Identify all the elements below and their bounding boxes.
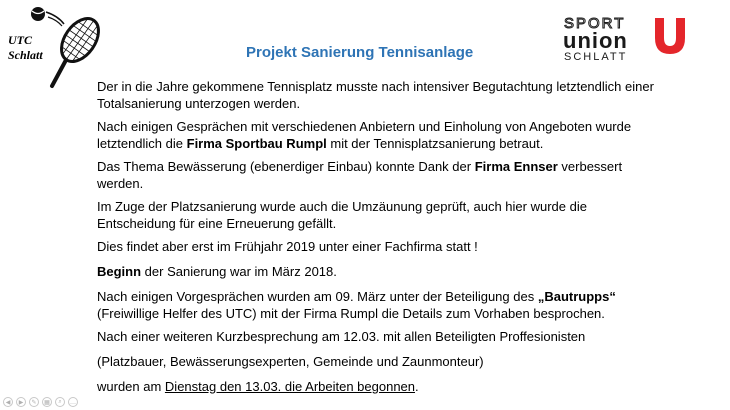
sportunion-u-icon xyxy=(653,16,687,56)
paragraph-8: Nach einer weiteren Kurzbesprechung am 12.03. mit allen Beteiligten Proffesionisten xyxy=(97,329,586,344)
bold-beginn: Beginn xyxy=(97,264,142,279)
utc-logo xyxy=(2,2,102,92)
more-icon[interactable]: … xyxy=(70,398,76,406)
sportunion-union-text: union xyxy=(563,28,628,53)
underlined-date: Dienstag den 13.03. die Arbeiten begonnen xyxy=(164,379,416,394)
paragraph-10: wurden am Dienstag den 13.03. die Arbeiten begonnen. xyxy=(97,379,419,394)
paragraph-1: Der in die Jahre gekommene Tennisplatz musste nach intensiver Begutachtung letztendlich einer Totalsanierung unterzogen werden. xyxy=(97,79,654,111)
body-text xyxy=(97,78,657,403)
sportunion-sport-text: SPORT xyxy=(564,15,626,32)
utc-logo-line2: Schlatt xyxy=(8,48,43,62)
prev-icon[interactable]: ◀ xyxy=(3,397,13,407)
paragraph-4: Im Zuge der Platzsanierung wurde auch die Umzäunung geprüft, auch hier wurde die Entscheidung für eine Erneuerung gefällt. xyxy=(97,199,587,231)
paragraph-9: (Platzbauer, Bewässerungsexperten, Gemeinde und Zaunmonteur) xyxy=(97,354,484,369)
paragraph-5: Dies findet aber erst im Frühjahr 2019 unter einer Fachfirma statt ! xyxy=(97,239,478,254)
paragraph-2: Nach einigen Gesprächen mit verschiedenen Anbietern und Einholung von Angeboten wurde letztendlich die Firma Sportbau Rumpl mit der Tennisplatzsanierung betraut. xyxy=(97,119,632,151)
paragraph-3: Das Thema Bewässerung (ebenerdiger Einbau) konnte Dank der Firma Ennser verbessert werden. xyxy=(97,159,623,191)
slides-icon[interactable]: ▦ xyxy=(42,397,52,407)
paragraph-7: Nach einigen Vorgesprächen wurden am 09. März unter der Beteiligung des „Bautrupps“ (Freiwillige Helfer des UTC) mit der Firma Rumpl die Details zum Vorhaben besprochen. xyxy=(97,289,616,321)
utc-logo-line1: UTC xyxy=(8,33,32,47)
slideshow-toolbar xyxy=(3,396,78,408)
paragraph-6: Beginn der Sanierung war im März 2018. xyxy=(97,264,337,279)
pen-icon[interactable]: ✎ xyxy=(29,397,39,407)
bold-firma-sportbau: Firma Sportbau Rumpl xyxy=(186,136,327,151)
bold-firma-ennser: Firma Ennser xyxy=(474,159,558,174)
sportunion-logo xyxy=(561,14,691,74)
tennis-racket-icon xyxy=(2,2,102,92)
sportunion-schlatt-text: SCHLATT xyxy=(564,51,628,63)
bold-bautrupps: „Bautrupps“ xyxy=(537,289,616,304)
next-icon[interactable]: ▶ xyxy=(16,397,26,407)
page-title: Projekt Sanierung Tennisanlage xyxy=(246,44,474,61)
zoom-icon[interactable]: ⌕ xyxy=(55,397,65,407)
